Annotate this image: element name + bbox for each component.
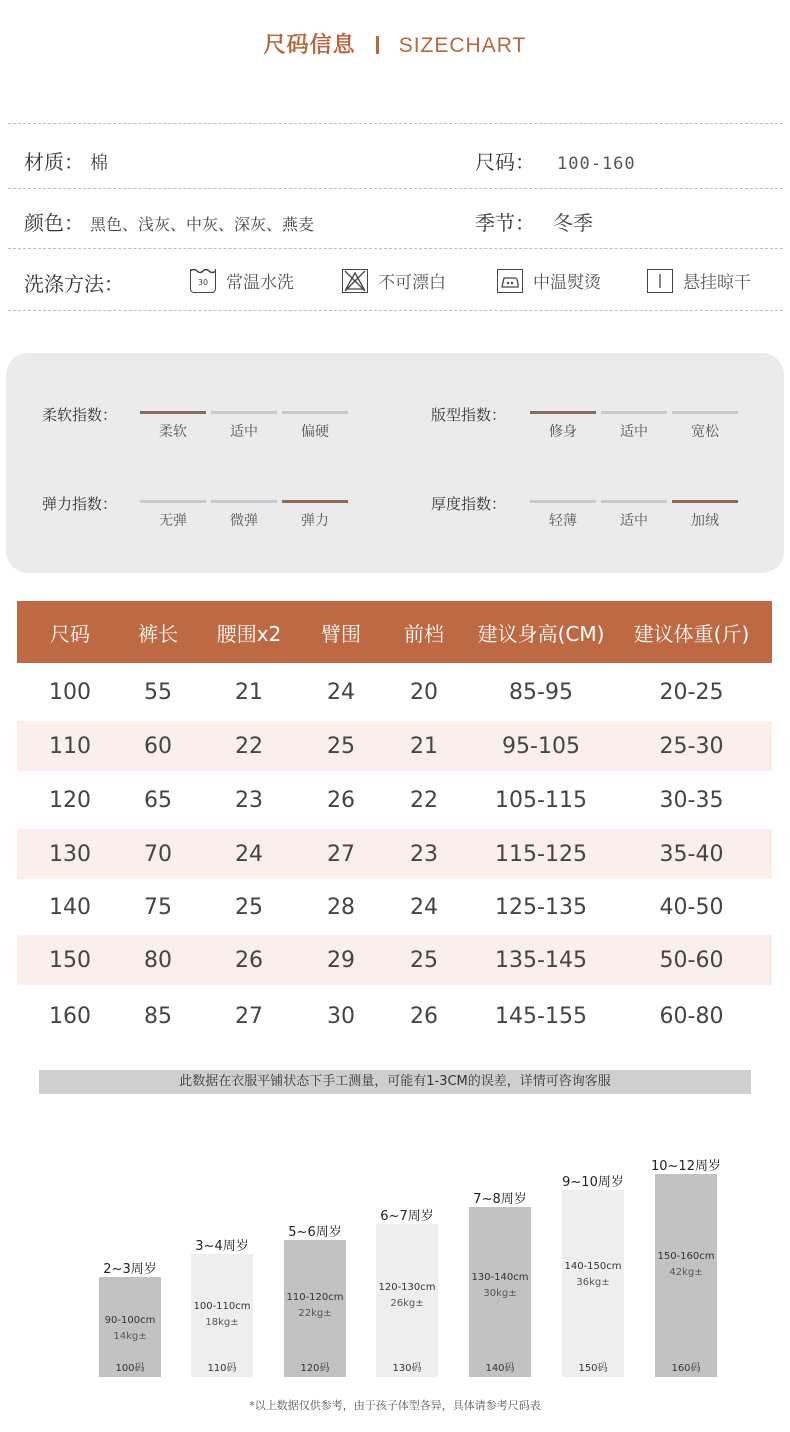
color-info: [24, 207, 314, 236]
height-range: 130-140cm: [471, 1272, 529, 1283]
table-cell: 23: [410, 841, 438, 867]
table-row: [17, 985, 772, 1047]
weight-value: 14kg±: [113, 1331, 147, 1342]
table-cell: 115-125: [495, 841, 587, 867]
header-cell: 裤长: [138, 621, 178, 646]
thickness-option: 轻薄: [530, 500, 596, 530]
table-cell: 140: [49, 894, 91, 920]
table-cell: 75: [144, 894, 172, 920]
no-bleach-icon: [342, 269, 368, 293]
table-cell: 26: [410, 1003, 438, 1029]
age-label: 10~12周岁: [651, 1159, 721, 1174]
care-label: 不可漂白: [378, 273, 446, 293]
table-row: [17, 721, 772, 771]
weight-value: 22kg±: [298, 1308, 332, 1319]
table-cell: 120: [49, 787, 91, 813]
age-bar: [562, 1190, 624, 1377]
table-cell: 135-145: [495, 947, 587, 973]
fabric-index-panel: [6, 353, 784, 573]
fit-option: 适中: [601, 411, 667, 441]
table-cell: 22: [235, 733, 263, 759]
age-bar: [99, 1277, 161, 1377]
table-header: [17, 601, 772, 663]
care-label: 中温熨烫: [533, 273, 601, 293]
weight-value: 26kg±: [390, 1298, 424, 1309]
age-bar: [376, 1224, 438, 1377]
table-cell: 24: [235, 841, 263, 867]
table-cell: 26: [235, 947, 263, 973]
age-bar: [284, 1240, 346, 1377]
wash-temp-text: 30: [197, 277, 208, 287]
header-cell: 前档: [404, 621, 444, 646]
table-cell: 23: [235, 787, 263, 813]
table-cell: 65: [144, 787, 172, 813]
fit-option: 修身: [530, 411, 596, 441]
table-cell: 150: [49, 947, 91, 973]
table-row: [17, 663, 772, 721]
size-code: 140码: [485, 1363, 515, 1374]
title-en: SIZECHART: [398, 34, 527, 57]
care-label: 悬挂晾干: [683, 273, 751, 293]
age-bar: [191, 1254, 253, 1377]
wash-label: 洗涤方法：: [24, 272, 124, 296]
table-cell: 60-80: [659, 1003, 724, 1029]
table-cell: 21: [235, 679, 263, 705]
softness-option: 适中: [211, 411, 277, 441]
table-cell: 80: [144, 947, 172, 973]
age-bar: [655, 1174, 717, 1377]
size-info: [475, 146, 636, 175]
divider: [8, 310, 783, 311]
table-cell: 21: [410, 733, 438, 759]
care-item-bleach: [342, 268, 446, 293]
size-table: [17, 601, 772, 1047]
height-range: 90-100cm: [104, 1315, 156, 1326]
height-range: 140-150cm: [564, 1261, 622, 1272]
thickness-option: 加绒: [672, 500, 738, 530]
table-cell: 130: [49, 841, 91, 867]
elasticity-option: 无弹: [140, 500, 206, 530]
header-cell: 臂围: [321, 621, 361, 646]
divider: [8, 123, 783, 124]
table-cell: 60: [144, 733, 172, 759]
table-cell: 20: [410, 679, 438, 705]
table-cell: 27: [327, 841, 355, 867]
header-cell: 腰围x2: [216, 621, 282, 646]
table-cell: 25: [327, 733, 355, 759]
weight-value: 36kg±: [576, 1277, 610, 1288]
header-cell: 建议身高(CM): [477, 621, 605, 646]
table-cell: 70: [144, 841, 172, 867]
size-code: 120码: [300, 1363, 330, 1374]
size-code: 150码: [578, 1363, 608, 1374]
hang-dry-icon: [647, 269, 673, 293]
elasticity-label: 弹力指数：: [42, 495, 118, 513]
size-code: 110码: [207, 1363, 237, 1374]
size-label: 尺码：: [475, 150, 535, 174]
table-cell: 26: [327, 787, 355, 813]
table-body: [17, 663, 772, 1047]
title-divider: [376, 36, 379, 54]
age-label: 7~8周岁: [473, 1192, 527, 1207]
age-label: 3~4周岁: [195, 1239, 249, 1254]
table-cell: 20-25: [659, 679, 724, 705]
size-code: 160码: [671, 1363, 701, 1374]
table-cell: 125-135: [495, 894, 587, 920]
table-cell: 27: [235, 1003, 263, 1029]
material-info: [24, 146, 108, 175]
table-cell: 28: [327, 894, 355, 920]
measurement-note: 此数据在衣服平铺状态下手工测量，可能有1-3CM的误差，详情可咨询客服: [39, 1070, 751, 1094]
age-bar: [469, 1207, 531, 1377]
thickness-label: 厚度指数：: [431, 495, 507, 513]
season-value: 冬季: [553, 211, 593, 235]
table-cell: 24: [410, 894, 438, 920]
care-label: 常温水洗: [226, 273, 294, 293]
table-cell: 160: [49, 1003, 91, 1029]
softness-label: 柔软指数：: [42, 406, 118, 424]
table-cell: 105-115: [495, 787, 587, 813]
care-item-wash: [190, 268, 294, 293]
table-row: [17, 935, 772, 985]
elasticity-option: 微弹: [211, 500, 277, 530]
header-cell: 尺码: [50, 621, 90, 646]
table-cell: 40-50: [659, 894, 724, 920]
table-cell: 25: [410, 947, 438, 973]
weight-value: 42kg±: [669, 1267, 703, 1278]
table-cell: 25: [235, 894, 263, 920]
elasticity-option: 弹力: [282, 500, 348, 530]
season-info: [475, 207, 593, 236]
height-range: 110-120cm: [286, 1292, 344, 1303]
wash-30-icon: [190, 269, 216, 293]
table-cell: 55: [144, 679, 172, 705]
size-code: 130码: [392, 1363, 422, 1374]
table-row: [17, 829, 772, 879]
table-cell: 22: [410, 787, 438, 813]
height-range: 150-160cm: [657, 1251, 715, 1262]
softness-option: 柔软: [140, 411, 206, 441]
table-cell: 85: [144, 1003, 172, 1029]
fit-label: 版型指数：: [431, 406, 507, 424]
care-item-iron: [497, 268, 601, 293]
table-cell: 145-155: [495, 1003, 587, 1029]
title-cn: 尺码信息: [263, 33, 356, 58]
table-cell: 30-35: [659, 787, 724, 813]
age-label: 6~7周岁: [380, 1209, 434, 1224]
table-cell: 35-40: [659, 841, 724, 867]
table-row: [17, 879, 772, 935]
iron-medium-icon: [497, 269, 523, 293]
season-label: 季节：: [475, 211, 535, 235]
height-range: 100-110cm: [193, 1301, 251, 1312]
softness-option: 偏硬: [282, 411, 348, 441]
page-title: [0, 28, 790, 59]
fit-option: 宽松: [672, 411, 738, 441]
table-cell: 24: [327, 679, 355, 705]
table-row: [17, 771, 772, 829]
care-item-dry: [647, 268, 751, 293]
weight-value: 18kg±: [205, 1317, 239, 1328]
age-label: 9~10周岁: [562, 1175, 624, 1190]
size-value: 100-160: [557, 154, 636, 174]
weight-value: 30kg±: [483, 1288, 517, 1299]
table-cell: 100: [49, 679, 91, 705]
divider: [8, 188, 783, 189]
age-label: 5~6周岁: [288, 1225, 342, 1240]
table-cell: 50-60: [659, 947, 724, 973]
header-cell: 建议体重(斤): [633, 621, 750, 646]
color-value: 黑色、浅灰、中灰、深灰、燕麦: [90, 215, 315, 234]
table-cell: 95-105: [502, 733, 580, 759]
footnote: *以上数据仅供参考，由于孩子体型各异，具体请参考尺码表: [249, 1399, 541, 1412]
size-code: 100码: [115, 1363, 145, 1374]
material-label: 材质：: [24, 150, 84, 174]
table-cell: 85-95: [509, 679, 573, 705]
table-cell: 29: [327, 947, 355, 973]
divider: [8, 248, 783, 249]
thickness-option: 适中: [601, 500, 667, 530]
height-range: 120-130cm: [378, 1282, 436, 1293]
color-label: 颜色：: [24, 211, 84, 235]
table-cell: 110: [49, 733, 91, 759]
material-value: 棉: [90, 153, 108, 174]
age-label: 2~3周岁: [103, 1262, 157, 1277]
table-cell: 30: [327, 1003, 355, 1029]
table-cell: 25-30: [659, 733, 724, 759]
